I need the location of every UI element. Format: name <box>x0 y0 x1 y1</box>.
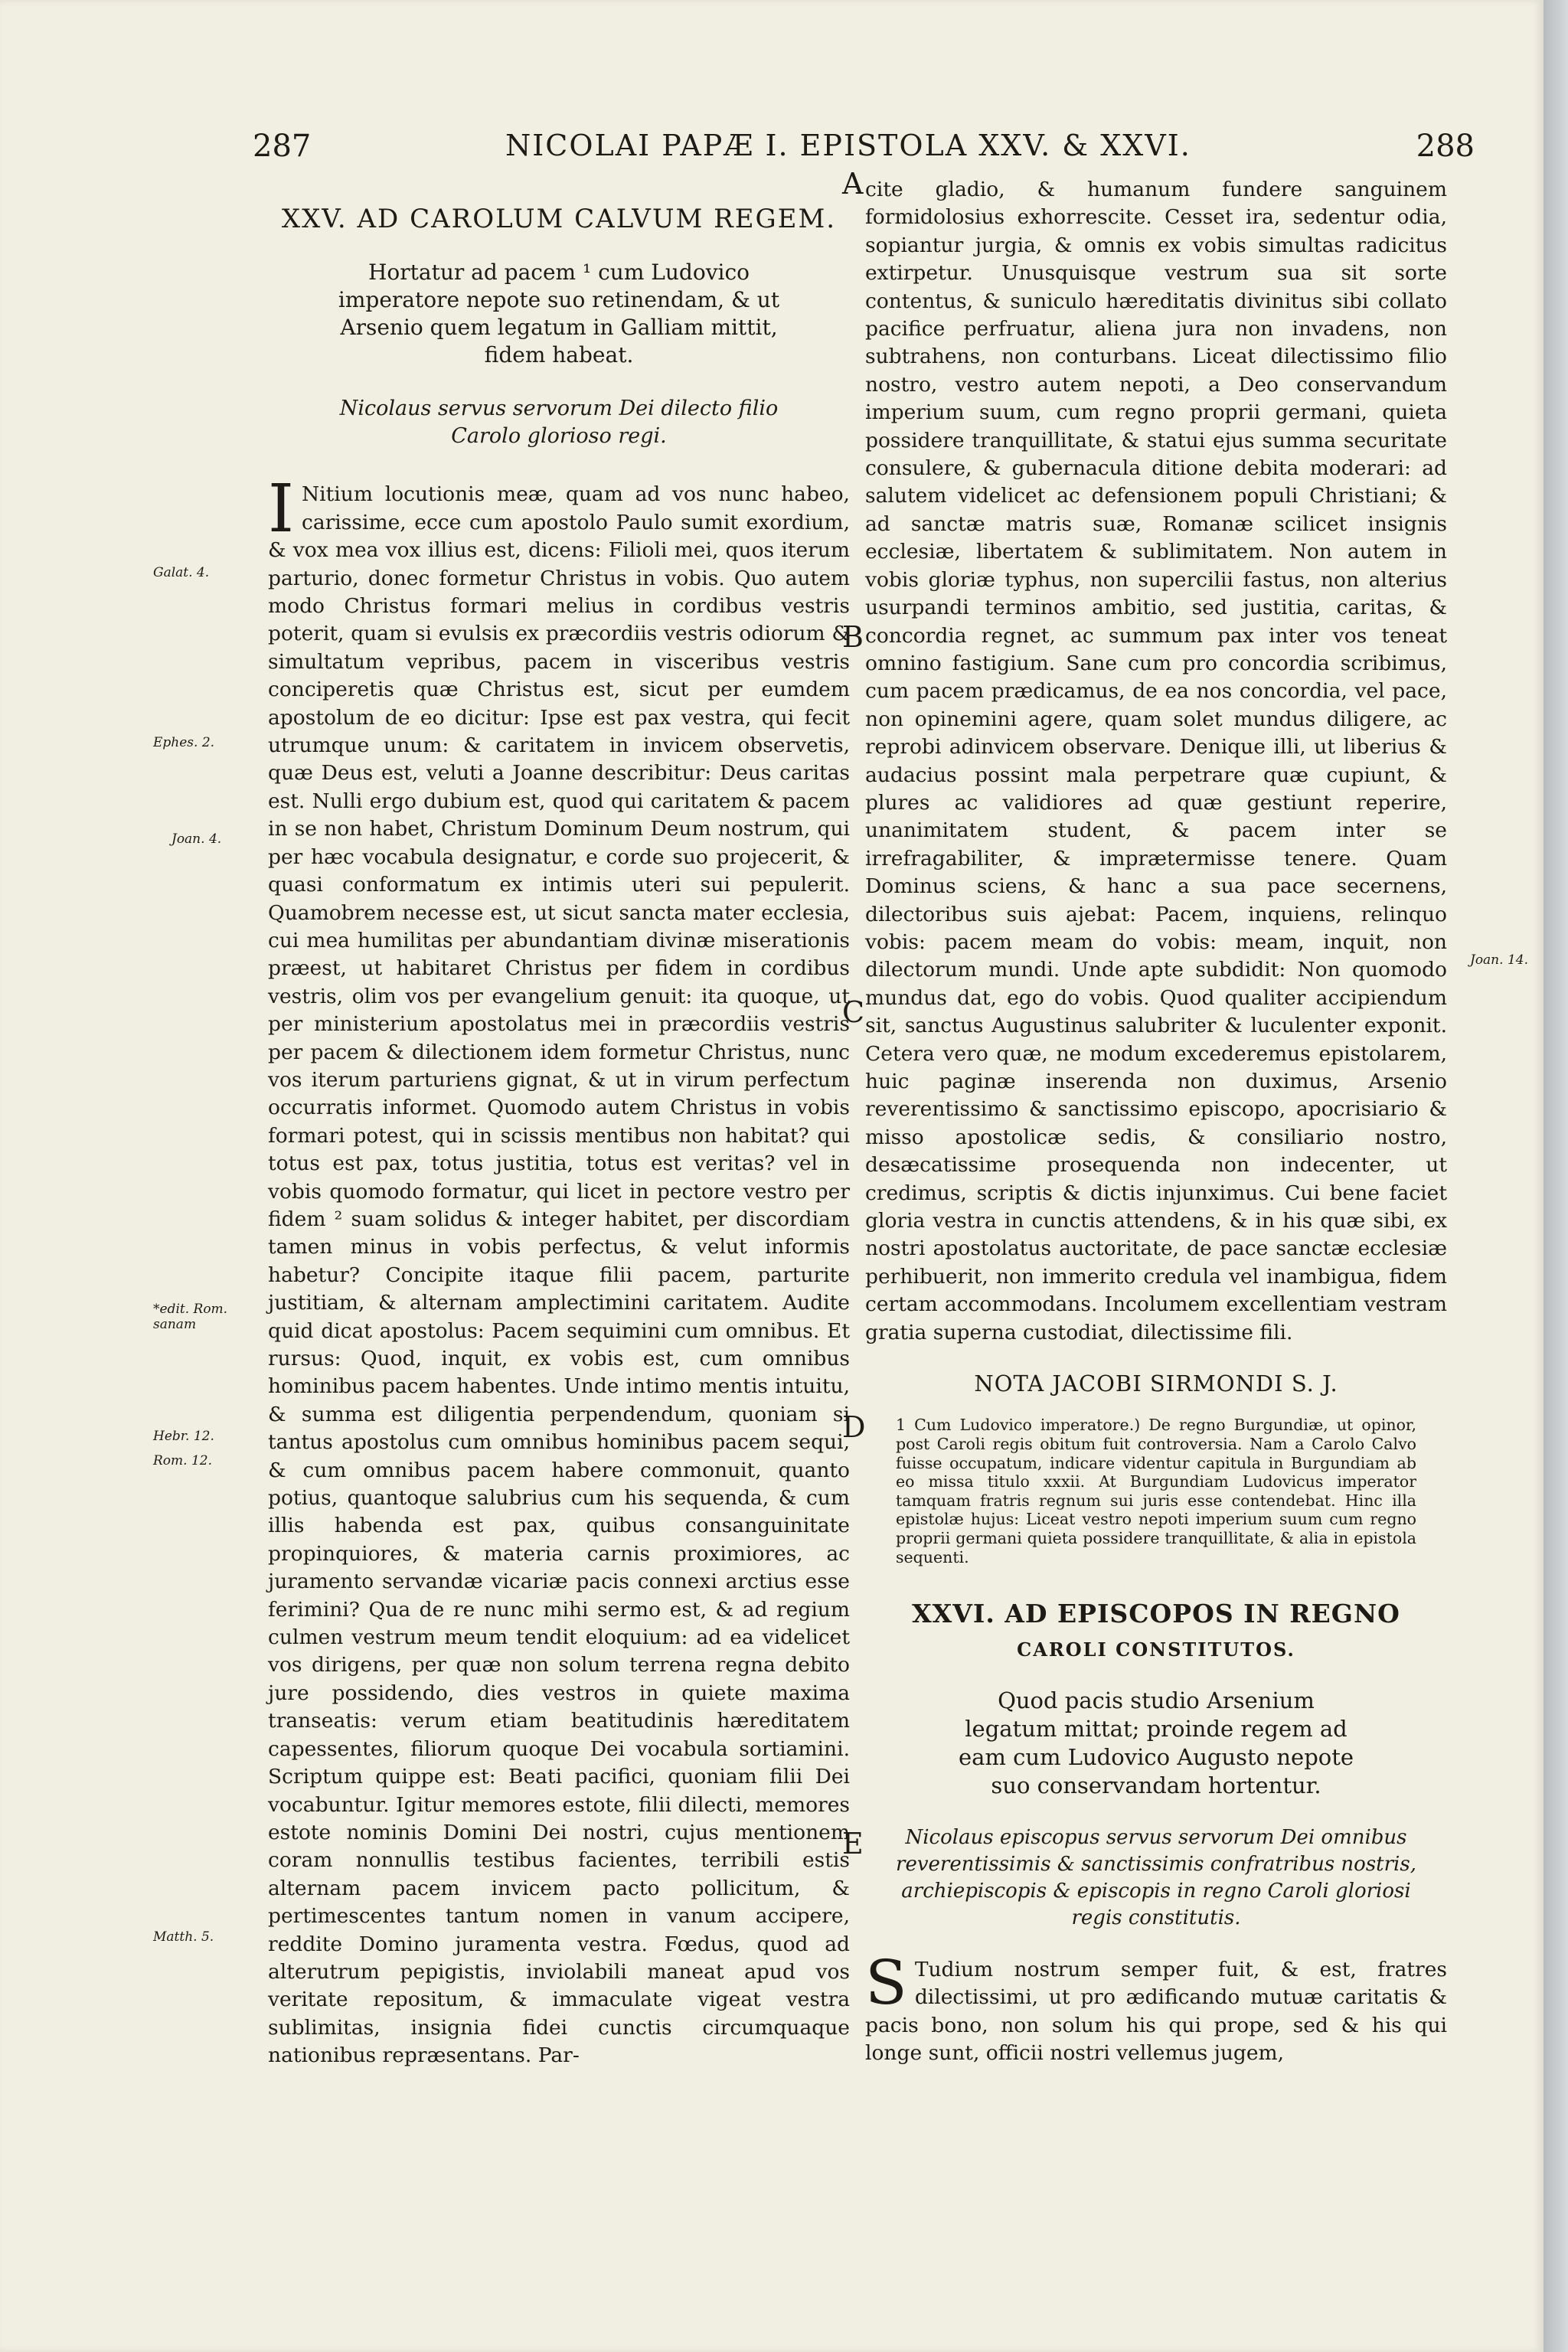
letter-26-salutation: Nicolaus episcopus servus servorum Dei omnibus reverentissimis & sanctissimis confratribus nostris, archiepiscopis & episcopis in regno Caroli gloriosi regis constitutis. <box>896 1826 1416 1930</box>
drop-cap: I <box>268 471 294 548</box>
running-title: NICOLAI PAPÆ I. EPISTOLA XXV. & XXVI. <box>505 129 1191 162</box>
margin-ref: Matth. 5. <box>153 1929 214 1945</box>
letter-26-title: XXVI. AD EPISCOPOS IN REGNO <box>912 1599 1400 1629</box>
nota-heading: NOTA JACOBI SIRMONDI S. J. <box>974 1370 1338 1397</box>
margin-ref: Rom. 12. <box>153 1453 212 1468</box>
letter-25-salutation: Nicolaus servus servorum Dei dilecto filio Carolo glorioso regi. <box>339 397 779 449</box>
letter-25-summary: Hortatur ad pacem ¹ cum Ludovico imperatore nepote suo retinendam, & ut Arsenio quem legatum in Galliam mittit, fidem habeat. <box>338 260 780 368</box>
page-header <box>253 129 1475 175</box>
letter-25-body-left <box>268 471 850 2069</box>
section-letter: B <box>842 620 864 654</box>
page-number-left: 287 <box>253 129 312 164</box>
page-number-right: 288 <box>1416 129 1475 164</box>
left-column <box>268 176 850 2070</box>
drop-cap: S <box>865 1947 907 2019</box>
margin-ref: *edit. Rom. sanam <box>153 1302 228 1332</box>
section-letter: A <box>842 167 864 201</box>
margin-ref-right: Joan. 14. <box>1470 952 1528 968</box>
section-letter: D <box>842 1410 866 1444</box>
margin-ref: Hebr. 12. <box>153 1429 214 1444</box>
margin-ref: Galat. 4. <box>153 565 210 580</box>
margin-ref: Ephes. 2. <box>153 735 215 750</box>
letter-26-subtitle: CAROLI CONSTITUTOS. <box>1017 1638 1295 1661</box>
letter-26-text: Tudium nostrum semper fuit, & est, fratres dilectissimi, ut pro ædificando mutuæ caritatis & pacis bono, non solum his qui prope, sed & his qui longe sunt, officii nostri vellemus jugem, <box>865 1958 1447 2066</box>
letter-25-body-right: cite gladio, & humanum fundere sanguinem formidolosius exhorrescite. Cesset ira, sedentur odia, sopiantur jurgia, & omnis ex vobis simultas radicitus extirpetur. Unusquisque vestrum sua sit sorte contentus, & suniculo hæreditatis divinitus sibi collato pacifice perfruatur, aliena jura non invadens, non subtrahens, non conturbans. Liceat dilectissimo filio nostro, vestro autem nepoti, a Deo conservandum imperium suum, cum regno proprii germani, quieta possidere tranquillitate, & statui ejus summa securitate consulere, & gubernacula ditione debita moderari: ad salutem videlicet ac defensionem populi Christiani; & ad sanctæ matris suæ, Romanæ scilicet insignis ecclesiæ, libertatem & sublimitatem. Non autem in vobis gloriæ typhus, non supercilii fastus, non alterius usurpandi terminos ambitio, sed justitia, caritas, & concordia regnet, ac summum pax inter vos teneat omnino fastigium. Sane cum pro concordia scribimus, cum pacem prædicamus, de ea nos concordia, vel pace, non opinemini agere, quam solet mundus diligere, ac reprobi adinvicem observare. Denique illi, ut liberius & audacius possint mala perpetrare quæ cupiunt, & plures ac validiores ad quæ gestiunt reperire, unanimitatem student, & pacem inter se irrefragabiliter, & imprætermisse tenere. Quam Dominus sciens, & hanc a sua pace secernens, dilectoribus suis ajebat: Pacem, inquiens, relinquo vobis: pacem meam do vobis: meam, inquit, non dilectorum mundi. Unde apte subdidit: Non quomodo mundus dat, ego do vobis. Quod qualiter accipiendum sit, sanctus Augustinus salubriter & luculenter exponit. Cetera vero quæ, ne modum excederemus epistolarem, huic paginæ inserenda non duximus, Arsenio reverentissimo & sanctissimo episcopo, apocrisiario & misso apostolicæ sedis, & consiliario nostro, desæcatissime prosequenda non indecenter, ut credimus, scriptis & dictis injunximus. Cui bene faciet gloria vestra in cunctis attendens, & in his quæ sibi, ex nostri apostolatus auctoritate, de pace sanctæ ecclesiæ perhibuerit, non immerito credula vel inambigua, fidem certam accommodans. Incolumem excellentiam vestram gratia superna custodiat, dilectissime fili. <box>865 178 1447 1344</box>
letter-26-body <box>865 1947 1447 2068</box>
nota-text: 1 Cum Ludovico imperatore.) De regno Burgundiæ, ut opinor, post Caroli regis obitum fuit controversia. Nam a Carolo Calvo fuisse occupatum, indicare videntur capitula in Burgundiam ab eo missa titulo xxxii. At Burgundiam Ludovicus imperator tamquam fratris regnum sui juris esse contendebat. Hinc illa epistolæ hujus: Liceat vestro nepoti imperium suum cum regno proprii germani quieta possidere tranquillitate, & alia in epistola sequenti. <box>896 1416 1416 1566</box>
page-edge <box>1544 0 1568 2352</box>
section-letter: C <box>842 995 865 1029</box>
section-letter: E <box>842 1827 864 1860</box>
letter-25-title: XXV. AD CAROLUM CALVUM REGEM. <box>281 204 837 234</box>
margin-ref: Joan. 4. <box>172 831 222 847</box>
letter-25-text-left: Nitium locutionis meæ, quam ad vos nunc habeo, carissime, ecce cum apostolo Paulo sumit exordium, & vox mea vox illius est, dicens: Filioli mei, quos iterum parturio, donec formetur Christus in vobis. Quo autem modo Christus formari melius in cordibus vestris poterit, quam si evulsis ex præcordiis vestris odiorum & simultatum vepribus, pacem in visceribus vestris conciperetis quæ Christus est, sicut per eumdem apostolum de eo dicitur: Ipse est pax vestra, qui fecit utrumque unum: & caritatem in invicem observetis, quæ Deus est, veluti a Joanne describitur: Deus caritas est. Nulli ergo dubium est, quod qui caritatem & pacem in se non habet, Christum Dominum Deum nostrum, qui per hæc vocabula designatur, e corde suo projecerit, & quasi conformatum ex intimis uteri sui pepulerit. Quamobrem necesse est, ut sicut sancta mater ecclesia, cui mea humilitas per abundantiam divinæ miserationis præest, ut habitaret Christus per fidem in cordibus vestris, olim vos per evangelium genuit: ita quoque, ut per ministerium apostolatus mei in præcordiis vestris per pacem & dilectionem idem formetur Christus, nunc vos iterum parturiens gignat, & ut in virum perfectum occurratis informet. Quomodo autem Christus in vobis formari potest, qui in scissis mentibus non habitat? qui totus est pax, totus justitia, totus est veritas? vel in vobis quomodo formatur, qui licet in pectore vestro per fidem ² suam solidus & integer habitet, per discordiam tamen minus in vobis perfectus, & velut informis habetur? Concipite itaque filii pacem, parturite justitiam, & alternam amplectimini caritatem. Audite quid dicat apostolus: Pacem sequimini cum omnibus. Et rursus: Quod, inquit, ex vobis est, cum omnibus hominibus pacem habentes. Unde intimo mentis intuitu, & summa est diligentia perpendendum, quoniam si tantus apostolus cum omnibus hominibus pacem sequi, & cum omnibus pacem habere commonuit, quanto potius, quantoque salubrius cum his sequenda, & cum illis habenda est pax, quibus consanguinitate propinquiores, & materia carnis proximiores, ac juramento servandæ vicariæ pacis connexi arctius esse ferimini? Qua de re nunc mihi sermo est, & ad regium culmen vestrum meum tendit eloquium: ad ea videlicet vos dirigens, per quæ non solum terrena regna debito jure possidendo, dies vestros in quiete maxima transeatis: verum etiam beatitudinis hæreditatem capessentes, filiorum quoque Dei vocabula sortiamini. Scriptum quippe est: Beati pacifici, quoniam filii Dei vocabuntur. Igitur memores estote, filii dilecti, memores estote nominis Domini Dei nostri, cujus mentionem coram nonnullis testibus facientes, terribili estis alternam pacem invicem pacto pollicitum, & pertimescentes tantum nomen in vanum accipere, reddite Domino juramenta vestra. Fœdus, quod ad alterutrum pepigistis, inviolabili maneat apud vos veritate repositum, & immaculate vigeat vestra sublimitas, insignia fidei cunctis circumquaque nationibus repræsentans. Par- <box>268 482 850 2068</box>
letter-26-summary: Quod pacis studio Arsenium legatum mittat; proinde regem ad eam cum Ludovico Augusto nepote suo conservandam hortentur. <box>958 1687 1354 1799</box>
right-column <box>865 176 1447 2068</box>
